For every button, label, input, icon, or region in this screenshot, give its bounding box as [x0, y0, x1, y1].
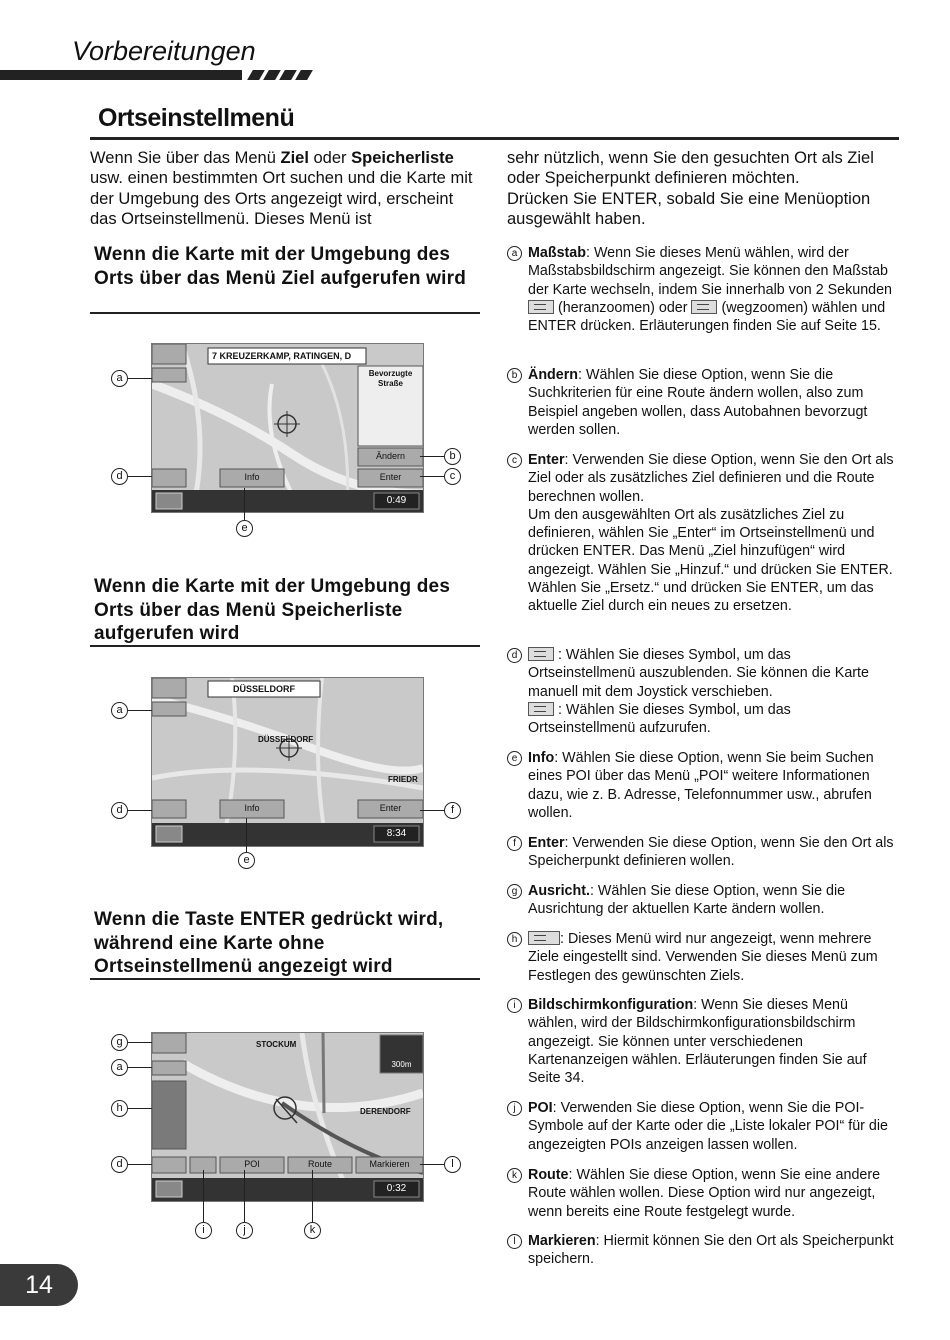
item-massstab: a Maßstab: Wenn Sie dieses Menü wählen, wird der Maßstabsbildschirm angezeigt. Sie können den Maßstab der Karte wechseln, indem Sie innerhalb von 2 Sekunden (heranzoomen) oder (wegzoomen) wählen und ENTER drücken. Erläuterungen finden Sie auf Seite 15.: [507, 244, 899, 335]
destination-icon: [528, 931, 560, 945]
header-stripe: [279, 70, 297, 80]
callout-e: e: [238, 852, 255, 869]
callout-a: a: [111, 370, 128, 387]
item-multi-destination: h : Dieses Menü wird nur angezeigt, wenn mehrere Ziele eingestellt sind. Verwenden Sie dieses Menü zum Festlegen des gewünschten Ziels.: [507, 930, 899, 985]
item-marker: g: [507, 884, 522, 899]
subhead-enter: Wenn die Taste ENTER gedrückt wird, während eine Karte ohne Ortseinstellmenü angezeigt wird: [94, 909, 444, 977]
enter-button[interactable]: Enter: [379, 803, 402, 813]
callout-i: i: [195, 1222, 212, 1239]
item-bildschirmkonfiguration: i Bildschirmkonfiguration: Wenn Sie dieses Menü wählen, wird der Bildschirmkonfigurationsbildschirm angezeigt. Sie können unter verschiedenen Kartenanzeigen wählen. Erläuterungen finden Sie auf Seite 34.: [507, 996, 899, 1087]
callout-a: a: [111, 1059, 128, 1076]
item-marker: e: [507, 751, 522, 766]
intro-paragraph-cont: sehr nützlich, wenn Sie den gesuchten Ort als Ziel oder Speicherpunkt definieren möchten. Drücken Sie ENTER, sobald Sie eine Menüoption ausgewählt haben.: [507, 149, 874, 228]
leader-line: [244, 488, 245, 520]
header-stripe: [247, 70, 265, 80]
item-marker: k: [507, 1168, 522, 1183]
item-marker: d: [507, 648, 522, 663]
section-rule: [90, 137, 899, 140]
item-marker: a: [507, 246, 522, 261]
leader-line: [128, 1042, 152, 1043]
item-hide-menu: d : Wählen Sie dieses Symbol, um das Ortseinstellmenü auszublenden. Sie können die Karte manuell mit dem Joystick verschieben. : Wählen Sie dieses Symbol, um das Ortseinstellmenü aufzurufen.: [507, 646, 899, 737]
item-marker: j: [507, 1101, 522, 1116]
item-enter: c Enter: Verwenden Sie diese Option, wenn Sie den Ort als Ziel oder als zusätzliches Ziel definieren und die Route berechnen wollen. Um den ausgewählten Ort als zusätzliches Ziel zu definieren, wählen Sie „Enter“ im Ortseinstellmenü und drücken ENTER. Das Menü „Ziel hinzufügen“ wird angezeigt. Wählen Sie „Hinzuf.“ und drücken Sie ENTER. Wählen Sie „Ersetz.“ und drücken Sie ENTER, um das aktuelle Ziel durch ein neues zu ersetzen.: [507, 451, 899, 616]
subhead-ziel: Wenn die Karte mit der Umgebung des Orts über das Menü Ziel aufgerufen wird: [94, 244, 467, 289]
leader-line: [128, 378, 152, 379]
callout-d: d: [111, 468, 128, 485]
item-marker: l: [507, 1234, 522, 1249]
leader-line: [128, 1067, 152, 1068]
subhead-speicherliste: Wenn die Karte mit der Umgebung des Orts über das Menü Speicherliste aufgerufen wird: [94, 576, 451, 644]
screen-destination-map: [151, 343, 424, 513]
item-marker: b: [507, 368, 522, 383]
callout-j: j: [236, 1222, 253, 1239]
screen-memory-map: [151, 677, 424, 847]
callout-b: b: [444, 448, 461, 465]
header-stripe: [295, 70, 313, 80]
leader-line: [420, 456, 444, 457]
leader-line: [128, 810, 152, 811]
leader-line: [246, 818, 247, 852]
item-marker: f: [507, 836, 522, 851]
item-poi: j POI: Verwenden Sie diese Option, wenn Sie die POI-Symbole auf der Karte oder die „Liste lokaler POI“ für die angezeigten POIs anzeigen lassen wollen.: [507, 1099, 899, 1154]
distance-readout: 300m: [391, 1060, 412, 1069]
map-location: DÜSSELDORF: [232, 684, 295, 694]
callout-f: f: [444, 802, 461, 819]
item-aendern: b Ändern: Wählen Sie diese Option, wenn Sie die Suchkriterien für eine Route ändern wollen, also zum Beispiel angeben wollen, dass Autobahnen bevorzugt werden sollen.: [507, 366, 899, 439]
leader-line: [128, 710, 152, 711]
leader-line: [203, 1170, 204, 1222]
subhead-rule: [90, 645, 480, 647]
item-marker: c: [507, 453, 522, 468]
zoom-out-icon: [691, 300, 717, 314]
map-label: DERENDORF: [360, 1107, 411, 1116]
aendern-button[interactable]: Ändern: [375, 451, 406, 461]
callout-d: d: [111, 1156, 128, 1173]
screen-location-map: [151, 1032, 424, 1202]
leader-line: [420, 1164, 444, 1165]
zoom-in-icon: [528, 300, 554, 314]
map-label: FRIEDR: [388, 775, 418, 784]
subhead-rule: [90, 978, 480, 980]
clock: 0:49: [386, 495, 407, 506]
leader-line: [312, 1170, 313, 1222]
leader-line: [244, 1170, 245, 1222]
callout-c: c: [444, 468, 461, 485]
callout-h: h: [111, 1100, 128, 1117]
enter-button[interactable]: Enter: [379, 472, 402, 482]
callout-g: g: [111, 1034, 128, 1051]
markieren-button[interactable]: Markieren: [369, 1159, 410, 1169]
callout-d: d: [111, 802, 128, 819]
callout-a: a: [111, 702, 128, 719]
item-route: k Route: Wählen Sie diese Option, wenn Sie eine andere Route wählen wollen. Diese Option wird nur angezeigt, wenn bereits eine Route festgelegt wurde.: [507, 1166, 899, 1221]
clock: 8:34: [386, 828, 407, 839]
leader-line: [420, 810, 444, 811]
item-ausricht: g Ausricht.: Wählen Sie diese Option, wenn Sie die Ausrichtung der aktuellen Karte ändern wollen.: [507, 882, 899, 919]
item-info: e Info: Wählen Sie diese Option, wenn Sie beim Suchen eines POI über das Menü „POI“ weitere Informationen dazu, wie z. B. Adresse, Telefonnummer usw., abrufen wollen.: [507, 749, 899, 822]
clock: 0:32: [386, 1183, 407, 1194]
header-bar: [0, 70, 242, 80]
poi-button[interactable]: POI: [244, 1159, 260, 1169]
map-label: DÜSSELDORF: [258, 735, 314, 744]
map-label: STOCKUM: [256, 1040, 297, 1049]
page-number: 14: [0, 1264, 78, 1306]
panel-title: Bevorzugte Straße: [368, 369, 413, 388]
item-marker: i: [507, 998, 522, 1013]
info-button[interactable]: Info: [244, 472, 260, 482]
subhead-rule: [90, 312, 480, 314]
map-location: 7 KREUZERKAMP, RATINGEN, D: [212, 351, 352, 361]
header-stripe: [263, 70, 281, 80]
leader-line: [128, 476, 152, 477]
hide-menu-icon: [528, 647, 554, 661]
leader-line: [128, 1164, 152, 1165]
item-markieren: l Markieren: Hiermit können Sie den Ort als Speicherpunkt speichern.: [507, 1232, 899, 1269]
route-button[interactable]: Route: [307, 1159, 333, 1169]
show-menu-icon: [528, 702, 554, 716]
intro-paragraph: Wenn Sie über das Menü Ziel oder Speicherliste usw. einen bestimmten Ort suchen und die Karte mit der Umgebung des Orts angezeigt wird, erscheint das Ortseinstellmenü. Dieses Menü ist: [90, 149, 473, 228]
item-marker: h: [507, 932, 522, 947]
callout-k: k: [304, 1222, 321, 1239]
leader-line: [128, 1108, 152, 1109]
callout-e: e: [236, 520, 253, 537]
info-button[interactable]: Info: [244, 803, 260, 813]
section-title: Ortseinstellmenü: [98, 104, 295, 132]
leader-line: [420, 476, 444, 477]
chapter-title: Vorbereitungen: [72, 36, 256, 66]
callout-l: l: [444, 1156, 461, 1173]
item-enter-memory: f Enter: Verwenden Sie diese Option, wenn Sie den Ort als Speicherpunkt definieren wollen.: [507, 834, 899, 871]
